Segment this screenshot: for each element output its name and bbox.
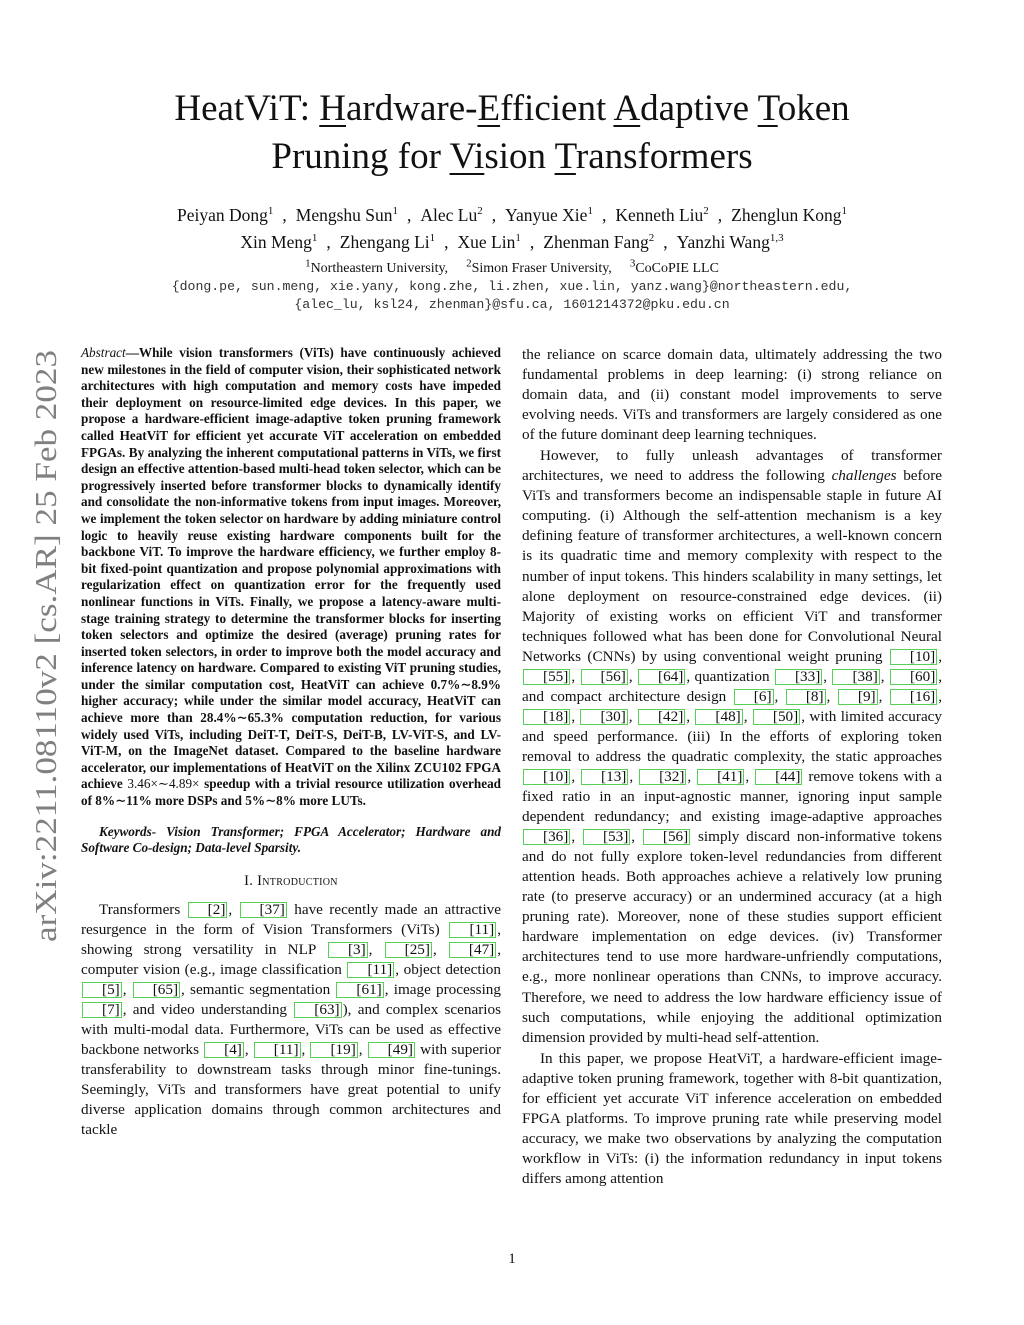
- arxiv-stamp-svg: [26, 350, 66, 950]
- author-affiliation-mark: 1: [841, 205, 848, 217]
- author-name: [543, 232, 654, 252]
- title-text-segment: oken: [777, 88, 850, 129]
- email-line-2[interactable]: {alec_lu, ksl24, zhenman}@sfu.ca, 1601214372@pku.edu.cn: [294, 297, 730, 313]
- author-name-text: Yanyue Xie: [505, 204, 588, 225]
- affiliation-mark: 3: [629, 257, 636, 270]
- author-name-text: Zhenglun Kong: [731, 204, 842, 225]
- citation-link[interactable]: [ 30 ]: [580, 709, 627, 725]
- author-affiliation-mark: 2: [648, 231, 655, 244]
- citation-link[interactable]: [ 25 ]: [385, 942, 432, 958]
- author-name-text: Xin Meng: [240, 231, 312, 252]
- citation-link[interactable]: [ 60 ]: [890, 669, 937, 685]
- author-name: [677, 232, 784, 252]
- author-affiliation-mark: 2: [477, 205, 483, 217]
- affiliation-name: Simon Fraser University,: [471, 261, 612, 277]
- affiliation-name: CoCoPIE LLC: [635, 261, 719, 277]
- right-column: [522, 345, 942, 1189]
- author-name-text: Mengshu Sun: [295, 204, 393, 225]
- title-text-segment: Pruning for: [271, 136, 450, 177]
- citation-link[interactable]: [ 49 ]: [368, 1042, 415, 1058]
- citation-link[interactable]: [ 37 ]: [240, 902, 287, 918]
- affiliation: [305, 257, 449, 277]
- title-text-segment: fficient: [500, 88, 614, 129]
- citation-link[interactable]: [ 38 ]: [832, 669, 879, 685]
- author-name-text: Yanzhi Wang: [676, 231, 770, 252]
- intro-paragraph-3: In this paper, we propose HeatViT, a hardware-efficient image-adaptive token pruning framework, together with 8-bit quantization, for efficient yet accurate ViT inference acceleration on embedded FPGA platforms. To improve pruning rate while preserving model accuracy, we make two observations by analyzing the computation workflow in ViTs: (i) the information redundancy in input tokens differs among attention: [522, 1049, 942, 1187]
- citation-link[interactable]: [ 16 ]: [890, 689, 937, 705]
- citation-link[interactable]: [ 4 ]: [204, 1042, 244, 1058]
- abstract-dash: —: [125, 345, 139, 360]
- author-line-1: Peiyan Dong$^1$ , Mengshu Sun$^1$ , Alec Lu$^2$ , Yanyue Xie$^1$ , Kenneth Liu$^2$ , Zhenglun Kong$^1$: [176, 204, 848, 225]
- section-number: I.: [244, 872, 258, 889]
- citation-link[interactable]: [ 42 ]: [638, 709, 685, 725]
- citation-link[interactable]: [ 53 ]: [583, 829, 630, 845]
- citation-link[interactable]: [ 55 ]: [523, 669, 570, 685]
- affiliation: [466, 257, 612, 277]
- citation-link[interactable]: [ 3 ]: [328, 942, 368, 958]
- citation-link[interactable]: [ 9 ]: [838, 689, 878, 705]
- citation-link[interactable]: [ 65 ]: [133, 982, 180, 998]
- citation-link[interactable]: [ 64 ]: [638, 669, 685, 685]
- email-line-1[interactable]: {dong.pe, sun.meng, xie.yany, kong.zhe, li.zhen, xue.lin, yanz.wang}@northeastern.edu,: [171, 279, 853, 295]
- author-name-text: Kenneth Liu: [615, 204, 704, 225]
- title-underlined-letter: A: [613, 88, 641, 129]
- citation-link[interactable]: [ 2 ]: [188, 902, 228, 918]
- author-name-text: Zhengang Li: [339, 231, 430, 252]
- abstract-text-end: speedup with a trivial resource utilization overhead of 8%∼11% more DSPs and 5%∼8% more LUTs.: [81, 776, 502, 809]
- citation-link[interactable]: [ 11 ]: [449, 922, 496, 938]
- author-name: [505, 205, 593, 225]
- citation-link[interactable]: [ 11 ]: [254, 1042, 301, 1058]
- citation-link[interactable]: [ 47 ]: [449, 942, 496, 958]
- paper-title: [80, 85, 944, 181]
- arxiv-stamp-text: arXiv:2211.08110v2 [cs.AR] 25 Feb 2023: [28, 419, 63, 942]
- abstract: [81, 345, 501, 810]
- author-name: [731, 205, 847, 225]
- citation-link[interactable]: [ 56 ]: [643, 829, 690, 845]
- author-name: [177, 205, 273, 225]
- author-name-text: Zhenman Fang: [543, 231, 649, 252]
- author-name-text: Xue Lin: [457, 231, 516, 252]
- abstract-label: Abstract: [81, 345, 126, 360]
- title-text-segment: sion: [484, 136, 555, 177]
- title-line-2: [80, 133, 944, 181]
- section-title: Introduction: [257, 872, 338, 889]
- arxiv-identifier-stamp[interactable]: [26, 350, 66, 950]
- citation-link[interactable]: [ 41 ]: [697, 769, 744, 785]
- citation-link[interactable]: [ 56 ]: [581, 669, 628, 685]
- citation-link[interactable]: [ 48 ]: [695, 709, 742, 725]
- author-name-text: Peiyan Dong: [176, 204, 268, 225]
- citation-link[interactable]: [ 10 ]: [523, 769, 570, 785]
- affiliation: [629, 257, 719, 277]
- title-underlined-letter: Vi: [449, 136, 485, 177]
- author-name: [240, 232, 317, 252]
- author-affiliation-mark: 1: [429, 231, 436, 244]
- intro-paragraph-1-continued: the reliance on scarce domain data, ultimately addressing the two fundamental problems in deep learning: (i) strong reliance on domain data, and (ii) constant model improvements to serve evolving needs. ViTs and transformers are largely considered as one of the future dominant deep learning techniques.: [522, 346, 942, 444]
- abstract-text: While vision transformers (ViTs) have continuously achieved new milestones in the field of computer vision, their sophisticated network architectures with high computation and memory costs have impeded their deployment on resource-limited edge devices. In this paper, we propose a hardware-efficient image-adaptive token pruning framework called HeatViT for efficient yet accurate ViT acceleration on embedded FPGAs. By analyzing the inherent computational patterns in ViTs, we first design an effective attention-based multi-head token selector, which can be progressively inserted before transformer blocks to dynamically identify and consolidate the non-informative tokens from input images. Moreover, we implement the token selector on hardware by adding miniature control logic to heavily reuse existing hardware components built for the backbone ViT. To improve the hardware efficiency, we further employ 8-bit fixed-point quantization and propose polynomial approximations with regularization effect on quantization error for the frequently used nonlinear functions in ViTs. Finally, we propose a latency-aware multi-stage training strategy to determine the transformer blocks for inserting token selectors and optimize the desired (average) pruning rates for inserted token selectors, in order to improve both the model accuracy and inference latency on hardware. Compared to existing ViT pruning studies, under the similar computation cost, HeatViT can achieve 0.7%∼8.9% higher accuracy; while under the similar model accuracy, HeatViT can achieve more than 28.4%∼65.3% computation reduction, for various widely used ViTs, including DeiT-T, DeiT-S, DeiT-B, LV-ViT-S, and LV-ViT-M, on the ImageNet dataset. Compared to the baseline hardware accelerator, our implementations of HeatViT on the Xilinx ZCU102 FPGA achieve: [81, 345, 501, 792]
- author-affiliation-mark: 1: [392, 205, 399, 217]
- author-name-text: Alec Lu: [420, 204, 478, 225]
- title-underlined-letter: H: [319, 88, 346, 129]
- author-affiliation-mark: 2: [703, 205, 709, 217]
- title-underlined-letter: T: [757, 88, 778, 129]
- citation-link[interactable]: [ 36 ]: [523, 829, 570, 845]
- citation-link[interactable]: [ 8 ]: [786, 689, 826, 705]
- citation-link[interactable]: [ 18 ]: [523, 709, 570, 725]
- author-affiliation-mark: 1: [267, 205, 274, 217]
- citation-link[interactable]: [ 11 ]: [347, 962, 394, 978]
- intro-paragraph-1: Transformers [ 2 ] , [ 37 ] have recently made an attractive resurgence in the form of Vision Transformers (ViTs) [ 11 ] , showing strong versatility in NLP [ 3 ] , [ 25 ] , [ 47 ] , computer vision (e.g., image classification [ 11 ] , object detection [ 5 ] , [ 65 ] , semantic segmentation [ 61 ] , image processing [ 7 ] , and video understanding [ 63 ] ), and complex scenarios with multi-modal data. Furthermore, ViTs can be used as effective backbone networks [ 4 ] , [ 11 ] , [ 19 ] , [ 49 ] with superior transferability to downstream tasks through minor fine-tunings. Seemingly, ViTs and transformers have great potential to unify diverse application domains through common architectures and tackle: [81, 900, 501, 1141]
- citation-link[interactable]: [ 5 ]: [82, 982, 122, 998]
- citation-link[interactable]: [ 7 ]: [82, 1002, 122, 1018]
- title-text-segment: ransformers: [575, 136, 753, 177]
- citation-link[interactable]: [ 10 ]: [890, 649, 937, 665]
- author-block: [80, 200, 944, 314]
- author-affiliation-mark: 1,3: [769, 231, 784, 244]
- affiliation-mark: 1: [305, 257, 311, 270]
- left-column: [81, 345, 501, 1140]
- abstract-speedup: 3.46×∼4.89×: [127, 776, 200, 792]
- author-line-2: Xin Meng$^1$ , Zhengang Li$^1$ , Xue Lin$^1$ , Zhenman Fang$^2$ , Yanzhi Wang$^{1,3}$: [240, 231, 784, 252]
- keywords: Keywords- Vision Transformer; FPGA Accelerator; Hardware and Software Co-design; Data-level Sparsity.: [81, 823, 501, 856]
- author-name: [458, 232, 521, 252]
- affiliation-mark: 2: [466, 257, 472, 270]
- author-name: [420, 205, 482, 225]
- author-affiliation-mark: 1: [515, 231, 521, 244]
- citation-link[interactable]: [ 6 ]: [734, 689, 774, 705]
- citation-link[interactable]: [ 61 ]: [336, 982, 383, 998]
- author-name: [340, 232, 435, 252]
- author-name: [296, 205, 398, 225]
- citation-link[interactable]: [ 13 ]: [581, 769, 628, 785]
- title-text-segment: daptive: [640, 88, 758, 129]
- title-line-1: [80, 85, 944, 133]
- citation-link[interactable]: [ 32 ]: [639, 769, 686, 785]
- citation-link[interactable]: [ 33 ]: [775, 669, 822, 685]
- author-name: [615, 205, 708, 225]
- citation-link[interactable]: [ 19 ]: [310, 1042, 357, 1058]
- author-affiliation-mark: 1: [587, 205, 593, 217]
- emphasis: challenges: [831, 467, 897, 485]
- intro-paragraph-2: However, to fully unleash advantages of transformer architectures, we need to address the following challenges before ViTs and transformers become an indispensable staple in future AI computing. (i) Although the self-attention mechanism is a key defining feature of transformer architectures, a well-known concern is its quadratic time and memory complexity with respect to the number of input tokens. This hinders scalability in many settings, let alone deployment on resource-constrained edge devices. (ii) Majority of existing works on efficient ViT and transformer techniques followed what has been done for Convolutional Neural Networks (CNNs) by using conventional weight pruning [ 10 ] , [ 55 ] , [ 56 ] , [ 64 ] , quantization [ 33 ] , [ 38 ] , [ 60 ] , and compact architecture design [ 6 ] , [ 8 ] , [ 9 ] , [ 16 ] , [ 18 ] , [ 30 ] , [ 42 ] , [ 48 ] , [ 50 ] , with limited accuracy and speed performance. (iii) In the efforts of exploring token removal to address the quadratic complexity, the static approaches [ 10 ] , [ 13 ] , [ 32 ] , [ 41 ] , [ 44 ] remove tokens with a fixed ratio in an input-agnostic manner, ignoring input sample dependent redundancy; and existing image-adaptive approaches [ 36 ] , [ 53 ] , [ 56 ] simply discard non-informative tokens and do not fully explore token-level redundancies from different attention heads. Both approaches achieve a relatively low pruning rate (to preserve accuracy) or an undermined accuracy (at a high pruning rate). Moreover, none of these studies support efficient hardware implementation on edge devices. (iv) Transformer architectures tend to use more hardware-unfriendly computations, e.g., more nonlinear operations than CNNs, to improve accuracy. Therefore, we need to address the low hardware efficiency issue of such computations, while enjoying the additional optimization dimension provided by multi-head self-attention.: [522, 446, 942, 1047]
- section-heading-introduction: [81, 873, 501, 890]
- citation-link[interactable]: [ 63 ]: [294, 1002, 341, 1018]
- affiliation-name: Northeastern University,: [310, 261, 449, 277]
- citation-link[interactable]: [ 44 ]: [755, 769, 802, 785]
- affiliation-line: [80, 255, 944, 279]
- author-affiliation-mark: 1: [311, 231, 318, 244]
- page-number: 1: [508, 1251, 516, 1267]
- title-underlined-letter: T: [554, 136, 576, 177]
- title-underlined-letter: E: [477, 88, 501, 129]
- title-text-segment: ardware-: [346, 88, 478, 129]
- title-text-segment: HeatViT:: [174, 88, 320, 129]
- citation-link[interactable]: [ 50 ]: [753, 709, 800, 725]
